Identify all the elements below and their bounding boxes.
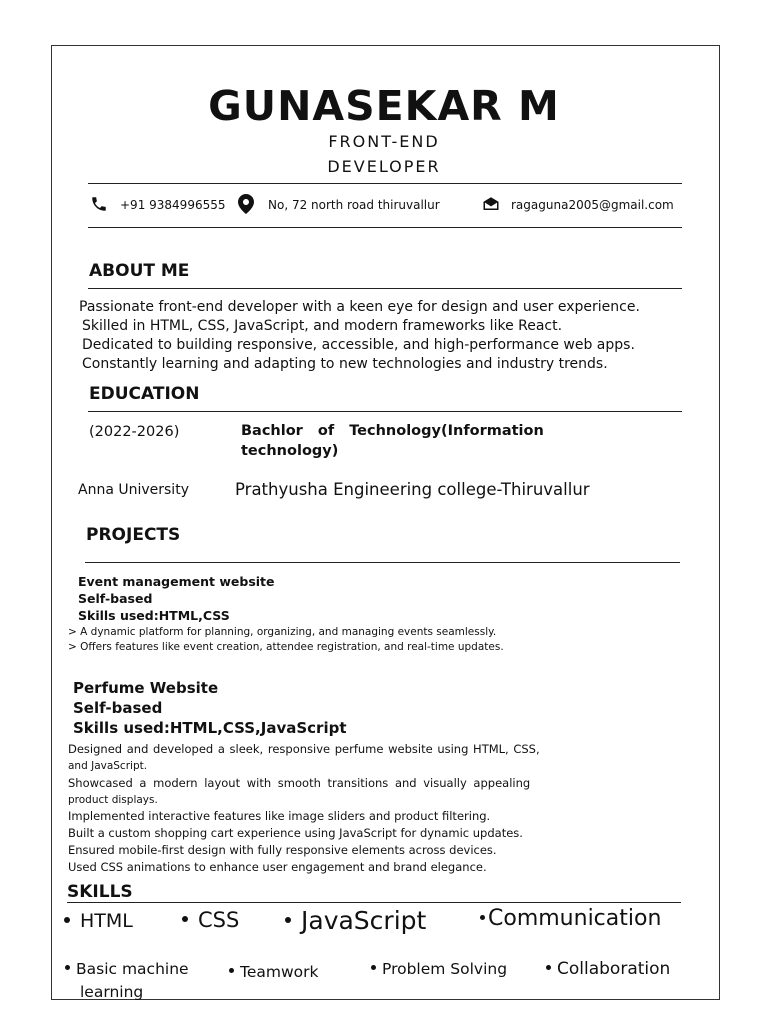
skill-item: CSS: [182, 908, 239, 932]
project-type: Self-based: [78, 591, 153, 606]
about-line: Skilled in HTML, CSS, JavaScript, and modern frameworks like React.: [82, 318, 563, 334]
contact-email: ragaguna2005@gmail.com: [511, 198, 674, 212]
bullet-icon: [480, 915, 485, 920]
education-degree-line2: technology): [241, 443, 339, 459]
contact-phone: +91 9384996555: [120, 198, 226, 212]
project-description-line: Implemented interactive features like image sliders and product filtering.: [68, 809, 491, 823]
project-type: Self-based: [73, 699, 163, 717]
skill-item: Problem Solving: [371, 960, 507, 978]
header-divider-bottom: [88, 227, 682, 228]
project-description-line: Showcased a modern layout with smooth transitions and visually appealing: [68, 776, 531, 790]
project-point: > Offers features like event creation, attendee registration, and real-time updates.: [68, 641, 504, 653]
bullet-icon: [64, 917, 70, 923]
skill-item: Communication: [480, 906, 661, 931]
project-description-line: product displays.: [68, 794, 158, 806]
education-university: Anna University: [78, 482, 189, 498]
skill-item: Teamwork: [229, 963, 318, 981]
skill-item: Basic machine learning: [65, 958, 189, 1004]
skills-divider: [67, 902, 681, 903]
bullet-icon: [229, 968, 234, 973]
bullet-icon: [546, 965, 551, 970]
education-degree-line1: Bachlor of Technology(Information: [241, 423, 544, 439]
about-line: Dedicated to building responsive, accessible, and high-performance web apps.: [82, 337, 635, 353]
projects-divider: [85, 562, 680, 563]
project-point: > A dynamic platform for planning, organizing, and managing events seamlessly.: [68, 626, 497, 638]
location-pin-icon: [238, 194, 254, 214]
about-line: Constantly learning and adapting to new technologies and industry trends.: [82, 356, 608, 372]
education-years: (2022-2026): [89, 424, 180, 440]
bullet-icon: [182, 916, 188, 922]
candidate-name: GUNASEKAR M: [208, 82, 560, 130]
education-college: Prathyusha Engineering college-Thiruvallur: [235, 480, 590, 499]
project-skills: Skills used:HTML,CSS: [78, 608, 230, 623]
bullet-icon: [65, 965, 70, 970]
project-description-line: Built a custom shopping cart experience using JavaScript for dynamic updates.: [68, 826, 523, 840]
bullet-icon: [285, 917, 291, 923]
job-title-line2: DEVELOPER: [327, 157, 441, 176]
project-skills: Skills used:HTML,CSS,JavaScript: [73, 719, 347, 737]
education-section-title: EDUCATION: [89, 384, 200, 404]
about-section-title: ABOUT ME: [89, 261, 190, 281]
project-description-line: Used CSS animations to enhance user engagement and brand elegance.: [68, 860, 487, 874]
project-description-line: Designed and developed a sleek, responsive perfume website using HTML, CSS,: [68, 742, 540, 756]
project-name: Perfume Website: [73, 679, 219, 697]
phone-icon: [90, 195, 108, 213]
projects-section-title: PROJECTS: [86, 525, 181, 545]
project-description-line: and JavaScript.: [68, 760, 148, 772]
email-envelope-icon: [482, 195, 500, 213]
contact-address: No, 72 north road thiruvallur: [268, 198, 440, 212]
skill-item: HTML: [64, 910, 133, 932]
about-divider: [88, 288, 682, 289]
project-name: Event management website: [78, 574, 275, 589]
project-description-line: Ensured mobile-first design with fully responsive elements across devices.: [68, 843, 497, 857]
header-divider-top: [88, 183, 682, 184]
job-title-line1: FRONT-END: [328, 132, 440, 151]
about-line: Passionate front-end developer with a keen eye for design and user experience.: [79, 299, 640, 315]
skill-item: JavaScript: [285, 906, 426, 935]
bullet-icon: [371, 965, 376, 970]
education-divider: [88, 411, 682, 412]
skill-item: Collaboration: [546, 959, 670, 979]
skills-section-title: SKILLS: [67, 882, 133, 902]
